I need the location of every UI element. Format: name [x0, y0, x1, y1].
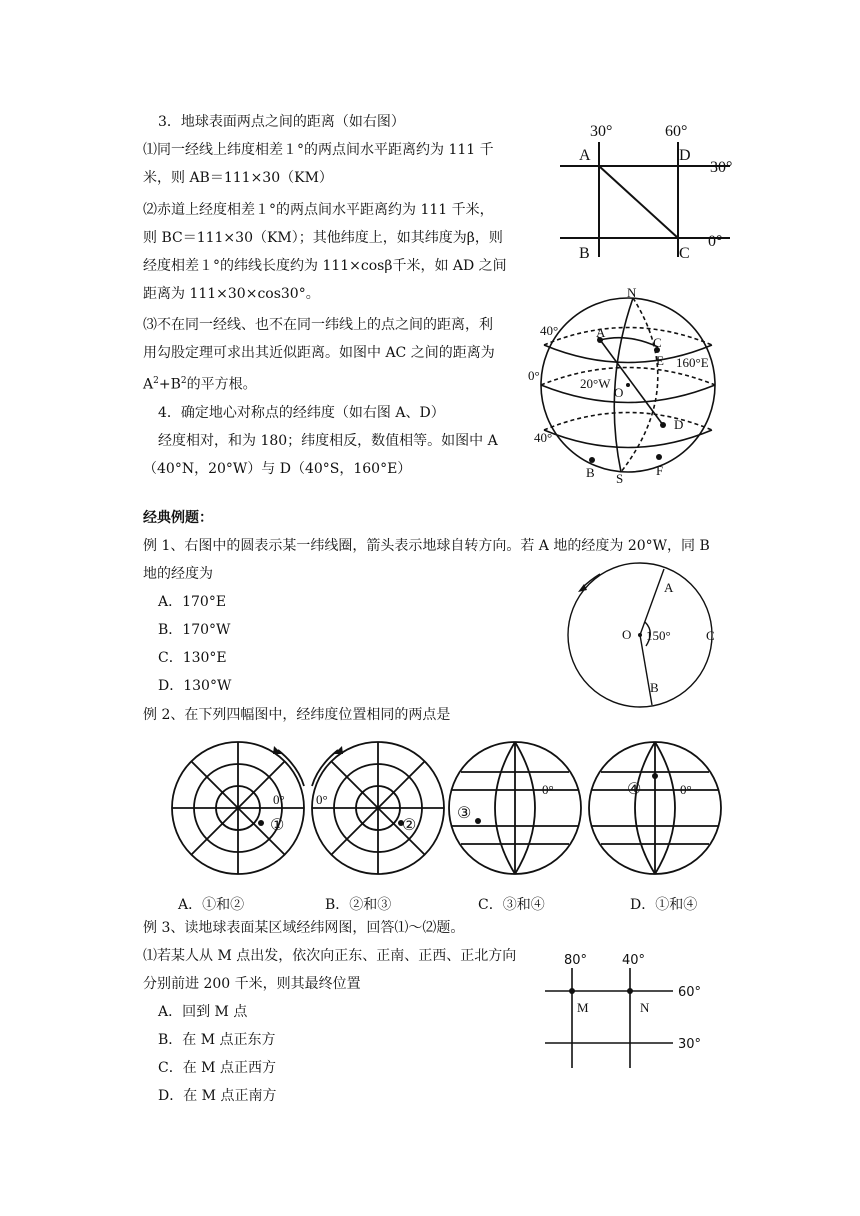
globe-figure [528, 285, 728, 485]
example2-polar-2 [312, 742, 444, 874]
section3-p2-line4: 距离为 111×30×cos30°。 [143, 286, 320, 302]
globe-d: D [674, 417, 684, 432]
example2-option-d[interactable]: D．①和④ [630, 897, 698, 913]
example3-option-a[interactable]: A．回到 M 点 [158, 1004, 248, 1020]
examples-heading: 经典例题： [143, 510, 213, 526]
example2-zero-3: 0° [542, 782, 554, 797]
example1-figure [560, 560, 740, 710]
example2-point-3: ③ [457, 805, 472, 822]
globe-lon20w: 20°W [580, 376, 611, 391]
grid-label-0-right: 0° [708, 233, 723, 250]
globe-s: S [616, 471, 624, 486]
grid-point-a: A [579, 147, 591, 164]
example1-point-a: A [664, 580, 674, 595]
example2-option-a[interactable]: A．①和② [178, 897, 245, 913]
grid-figure [540, 112, 760, 272]
example3-point-m: M [577, 1000, 589, 1015]
example3-option-d[interactable]: D．在 M 点正南方 [158, 1088, 277, 1104]
example2-figures [170, 738, 730, 878]
example3-question: 例 3、读地球表面某区域经纬网图，回答⑴～⑵题。 [143, 920, 465, 936]
globe-lat40-top: 40° [540, 323, 559, 338]
example3-option-c[interactable]: C．在 M 点正西方 [158, 1060, 276, 1076]
globe-a: A [596, 325, 606, 340]
example2-polar-1 [172, 742, 304, 874]
grid-point-b: B [579, 245, 590, 262]
example2-question: 例 2、在下列四幅图中，经纬度位置相同的两点是 [143, 707, 451, 723]
grid-label-30-right: 30° [710, 159, 733, 176]
example2-zero-2: 0° [316, 792, 328, 807]
globe-o: O [614, 385, 624, 400]
example2-point-1: ① [270, 817, 285, 834]
example3-lat60: 60° [678, 985, 702, 1000]
example3-lon40: 40° [622, 953, 646, 968]
globe-lat0: 0° [528, 368, 540, 383]
section3-p3-line3: $A^2+B^2$的平方根。 [143, 376, 257, 393]
example2-globe-4 [589, 742, 721, 874]
grid-label-60-top: 60° [665, 123, 688, 140]
globe-f: F [656, 463, 664, 478]
section3-p2-line3: 经度相差１°的纬线长度约为 111×cosβ千米，如 AD 之间 [143, 258, 507, 274]
grid-point-c: C [679, 245, 690, 262]
section3-heading: 3．地球表面两点之间的距离（如右图） [158, 114, 405, 130]
example1-angle: 150° [646, 628, 671, 643]
example3-point-n: N [640, 1000, 650, 1015]
example3-sub1-line2: 分别前进 200 千米，则其最终位置 [143, 976, 361, 992]
example2-zero-4: 0° [680, 782, 692, 797]
globe-b: B [586, 465, 595, 480]
section3-p1-line2: 米，则 AB＝111×30（KM） [143, 170, 333, 186]
example2-point-4: ④ [627, 781, 642, 798]
example3-lat30: 30° [678, 1037, 702, 1052]
example3-sub1-line1: ⑴若某人从 M 点出发，依次向正东、正南、正西、正北方向 [143, 948, 517, 964]
example1-center-o: O [622, 627, 632, 642]
section3-p1-line1: ⑴同一经线上纬度相差１°的两点间水平距离约为 111 千 [143, 142, 494, 158]
example3-option-b[interactable]: B．在 M 点正东方 [158, 1032, 276, 1048]
example1-point-b: B [650, 680, 659, 695]
example1-point-c: C [706, 628, 715, 643]
example1-option-d[interactable]: D．130°W [158, 678, 232, 694]
globe-lon160e: 160°E [676, 355, 709, 370]
example1-line2: 地的经度为 [143, 566, 213, 582]
example1-option-c[interactable]: C．130°E [158, 650, 227, 666]
example2-option-b[interactable]: B．②和③ [325, 897, 392, 913]
example1-option-a[interactable]: A．170°E [158, 594, 227, 610]
example1-line1: 例 1、右图中的圆表示某一纬线圈，箭头表示地球自转方向。若 A 地的经度为 20°W，同 B [143, 538, 710, 554]
grid-label-30-top: 30° [590, 123, 613, 140]
example3-lon80: 80° [564, 953, 588, 968]
globe-n: N [627, 285, 637, 300]
section3-p2-line1: ⑵赤道上经度相差１°的两点间水平距离约为 111 千米， [143, 202, 494, 218]
section3-p3-line2: 用勾股定理可求出其近似距离。如图中 AC 之间的距离为 [143, 345, 495, 361]
section4-line2: （40°N，20°W）与 D（40°S，160°E） [143, 461, 412, 477]
section3-p3-line1: ⑶不在同一经线、也不在同一纬线上的点之间的距离，利 [143, 317, 493, 333]
globe-e-point: E [656, 353, 664, 368]
example2-point-2: ② [402, 817, 417, 834]
example1-option-b[interactable]: B．170°W [158, 622, 231, 638]
grid-point-d: D [679, 147, 691, 164]
example2-option-c[interactable]: C．③和④ [478, 897, 545, 913]
section4-line1: 经度相对，和为 180；纬度相反，数值相等。如图中 A [158, 433, 498, 449]
section3-p2-line2: 则 BC＝111×30（KM）；其他纬度上，如其纬度为β，则 [143, 230, 503, 246]
example3-figure [545, 946, 725, 1071]
section4-heading: 4．确定地心对称点的经纬度（如右图 A、D） [158, 405, 445, 421]
example2-zero-1: 0° [273, 792, 285, 807]
globe-c: C [653, 335, 662, 350]
globe-lat40-bottom: 40° [534, 430, 553, 445]
